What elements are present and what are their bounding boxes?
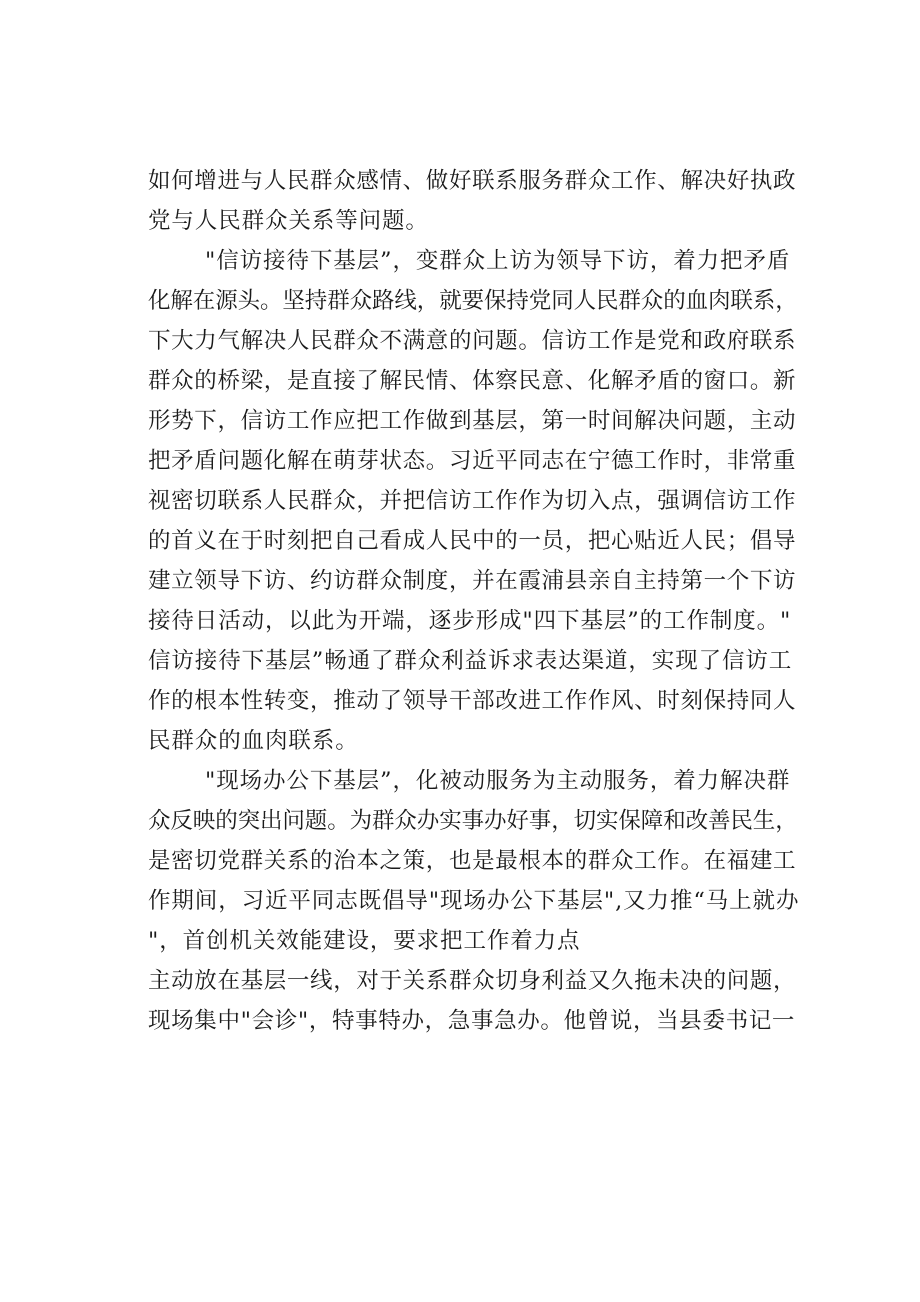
body-text-line: 作的根本性转变，推动了领导干部改进工作作风、时刻保持同人 xyxy=(148,688,797,714)
body-text-line: 化解在源头。坚持群众路线，就要保持党同人民群众的血肉联系， xyxy=(148,288,798,314)
body-text-line: "，首创机关效能建设，要求把工作着力点 xyxy=(148,928,581,954)
body-text-line: 众反映的突出问题。为群众办实事办好事，切实保障和改善民生， xyxy=(148,808,798,834)
paragraph-start-line: "现场办公下基层”，化被动服务为主动服务，着力解决群 xyxy=(205,768,791,794)
body-text-line: 的首义在于时刻把自己看成人民中的一员，把心贴近人民；倡导 xyxy=(148,528,797,554)
body-text-line: 现场集中"会诊"，特事特办，急事急办。他曾说，当县委书记一 xyxy=(148,1008,796,1034)
body-text-line: 党与人民群众关系等问题。 xyxy=(148,208,429,234)
body-text-line: 主动放在基层一线，对于关系群众切身利益又久拖未决的问题， xyxy=(148,968,797,994)
body-text-line: 如何增进与人民群众感情、做好联系服务群众工作、解决好执政 xyxy=(148,168,797,194)
body-text-line: 把矛盾问题化解在萌芽状态。习近平同志在宁德工作时，非常重 xyxy=(148,448,797,474)
body-text-line: 民群众的血肉联系。 xyxy=(148,728,359,754)
body-text-line: 信访接待下基层”畅通了群众利益诉求表达渠道，实现了信访工 xyxy=(148,648,793,674)
paragraph-start-line: "信访接待下基层”，变群众上访为领导下访，着力把矛盾 xyxy=(205,248,791,274)
body-text-line: 是密切党群关系的治本之策，也是最根本的群众工作。在福建工 xyxy=(148,848,797,874)
body-text-line: 形势下，信访工作应把工作做到基层，第一时间解决问题，主动 xyxy=(148,408,797,434)
body-text-line: 下大力气解决人民群众不满意的问题。信访工作是党和政府联系 xyxy=(148,328,797,354)
body-text-line: 接待日活动，以此为开端，逐步形成"四下基层”的工作制度。" xyxy=(148,608,792,634)
body-text-line: 建立领导下访、约访群众制度，并在霞浦县亲自主持第一个下访 xyxy=(148,568,797,594)
body-text-line: 作期间，习近平同志既倡导"现场办公下基层",又力推“马上就办 xyxy=(148,888,800,914)
body-text-line: 群众的桥梁，是直接了解民情、体察民意、化解矛盾的窗口。新 xyxy=(148,368,797,394)
body-text-line: 视密切联系人民群众，并把信访工作作为切入点，强调信访工作 xyxy=(148,488,797,514)
